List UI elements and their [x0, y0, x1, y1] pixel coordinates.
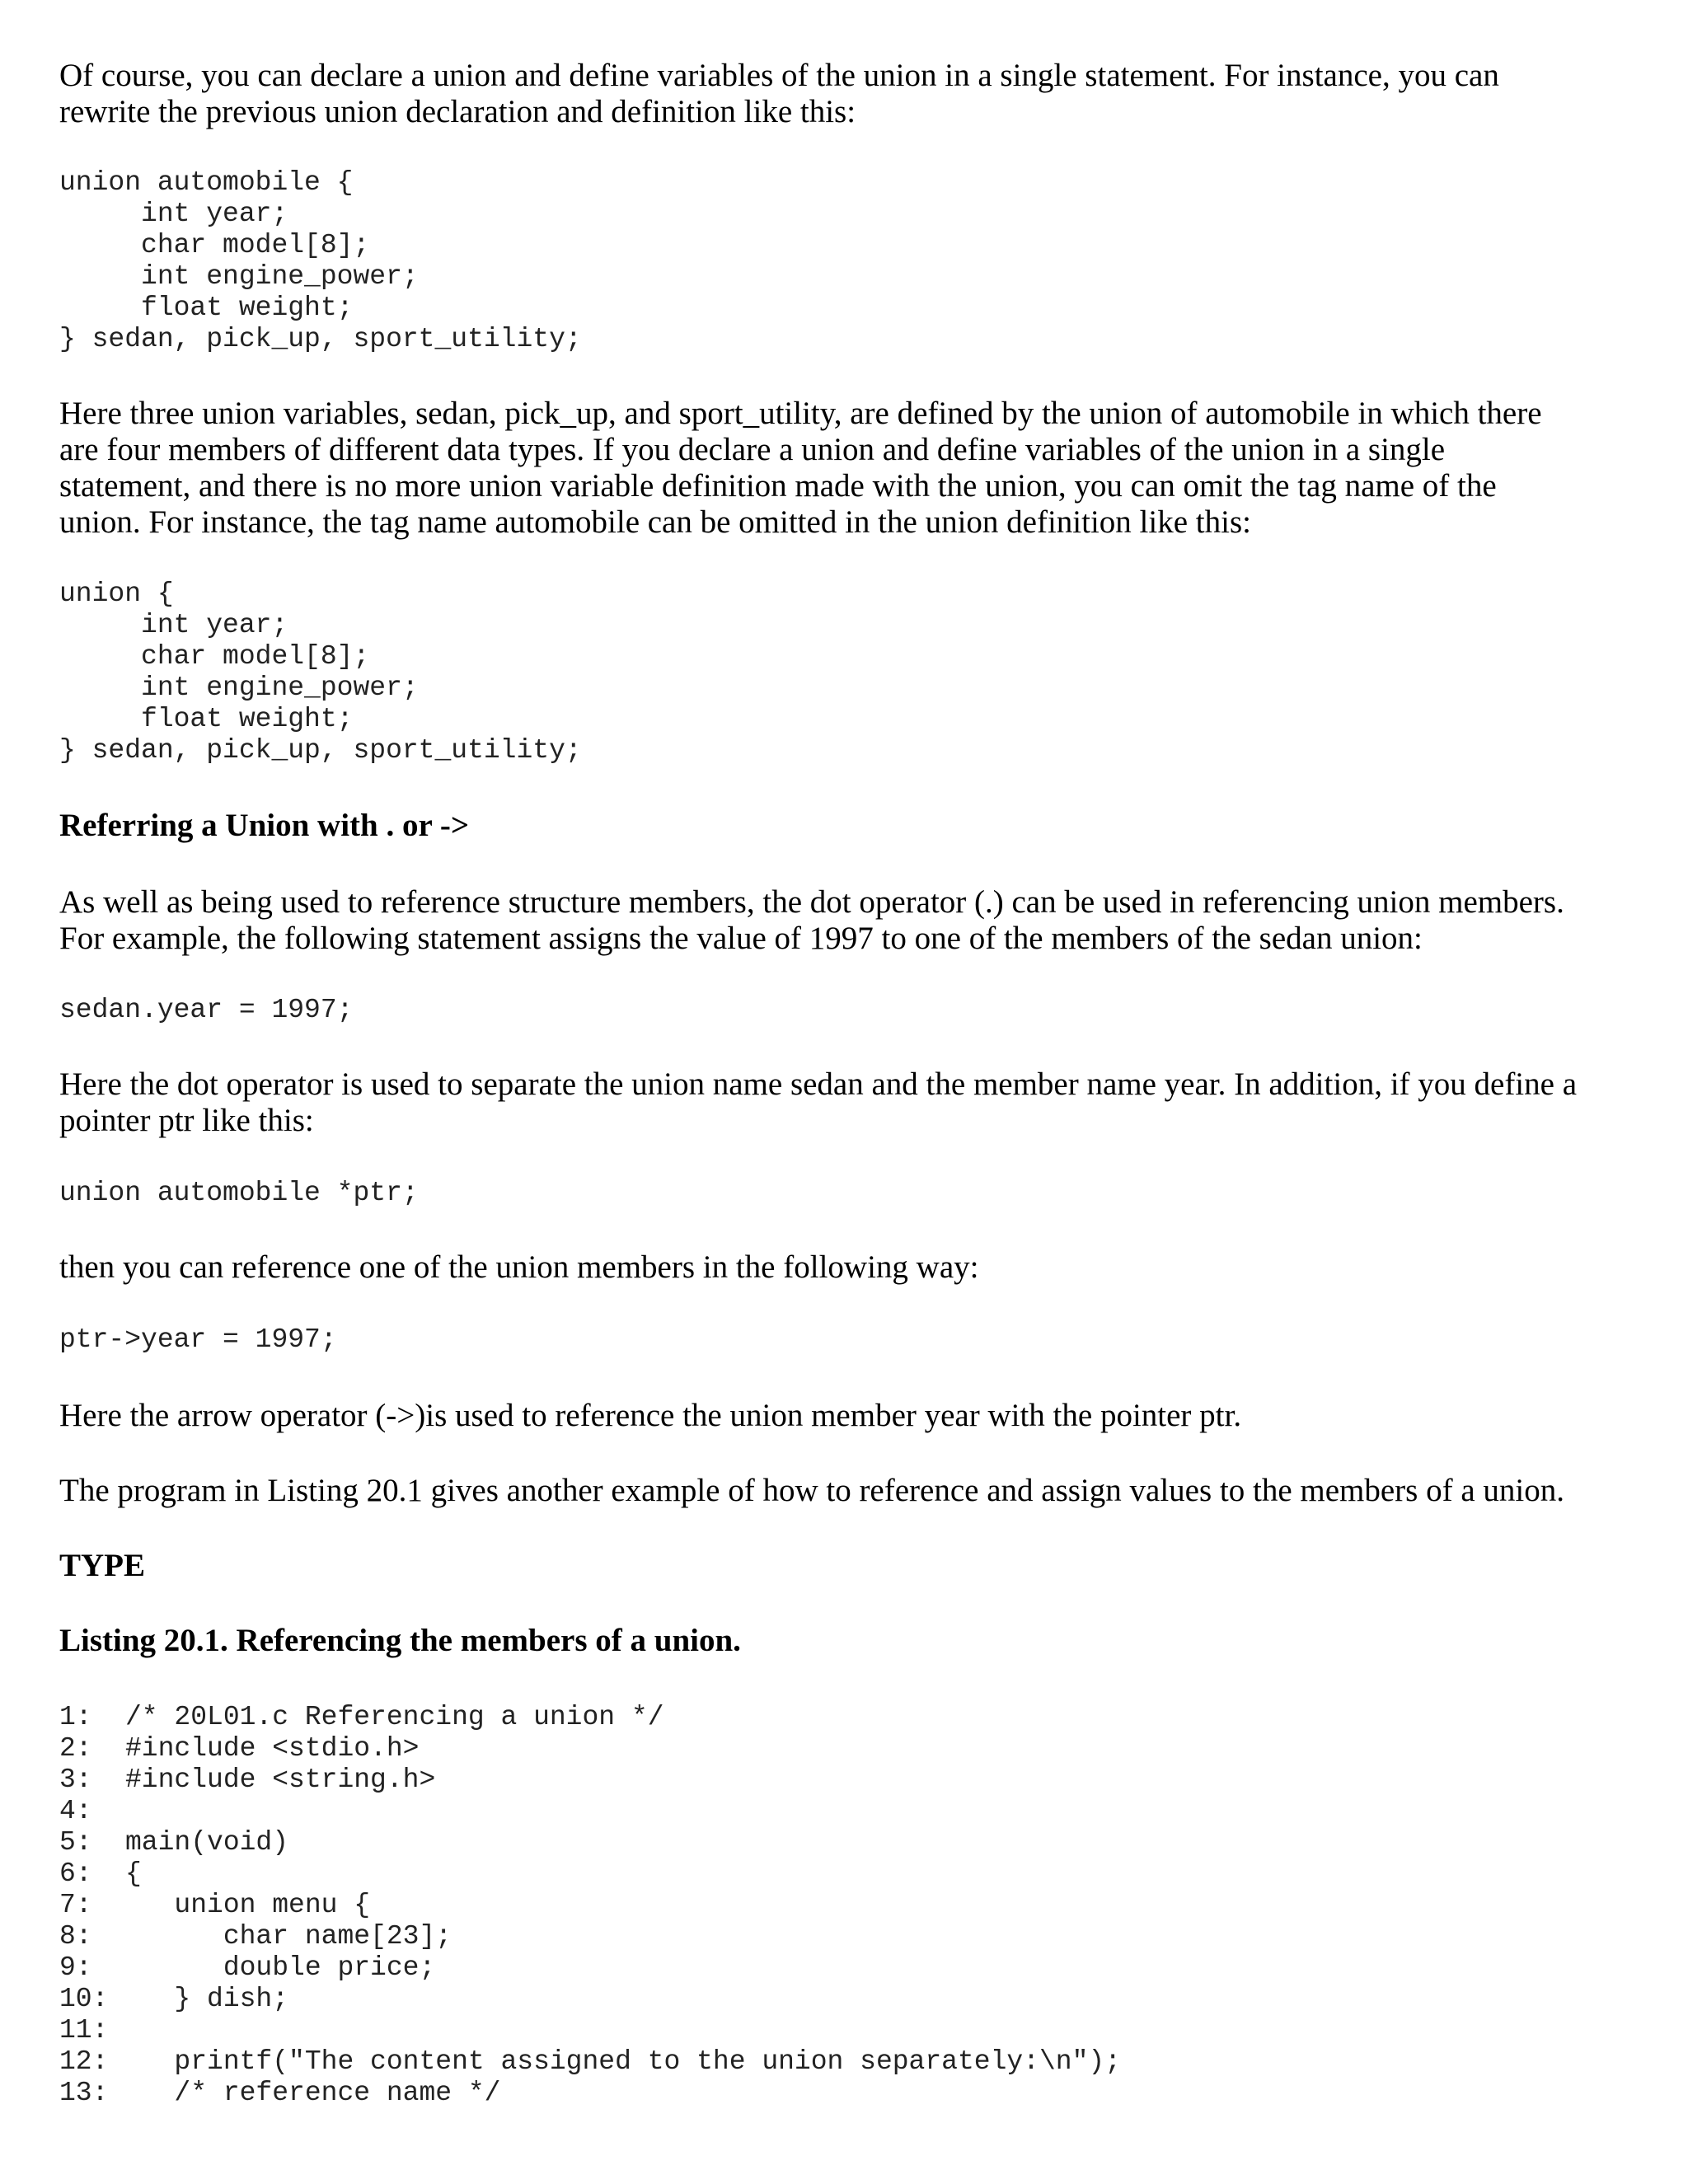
line-number: 10:	[59, 1984, 109, 2014]
paragraph-reference-members: then you can reference one of the union members in the following way:	[59, 1249, 979, 1285]
line-code: {	[125, 1858, 142, 1889]
line-number: 2:	[59, 1733, 92, 1764]
line-number: 7:	[59, 1890, 92, 1920]
paragraph-dot-operator: As well as being used to reference structure members, the dot operator (.) can be used in referencing union members. For example, the following statement assigns the value of 1997 to one of the members of the sedan union:	[59, 884, 1564, 956]
line-number: 9:	[59, 1952, 92, 1983]
listing-line	[59, 1921, 1121, 1952]
line-code: } dish;	[125, 1984, 289, 2014]
listing-line	[59, 1890, 1121, 1921]
section-heading: Referring a Union with . or ->	[59, 808, 470, 843]
listing-line	[59, 2046, 1121, 2078]
line-number: 11:	[59, 2015, 109, 2046]
paragraph-pointer-define: Here the dot operator is used to separate the union name sedan and the member name year. In addition, if you define a pointer ptr like this:	[59, 1066, 1578, 1138]
line-number: 12:	[59, 2046, 109, 2077]
code-sedan-year: sedan.year = 1997;	[59, 995, 354, 1025]
line-code: /* reference name */	[125, 2078, 501, 2108]
code-arrow-assignment: ptr->year = 1997;	[59, 1324, 337, 1355]
line-code: main(void)	[125, 1827, 289, 1858]
line-number: 6:	[59, 1858, 92, 1889]
line-number: 4:	[59, 1796, 92, 1826]
code-pointer-declaration: union automobile *ptr;	[59, 1178, 419, 1208]
listing-line	[59, 1827, 1121, 1858]
listing-line	[59, 1984, 1121, 2015]
listing-line	[59, 1796, 1121, 1827]
paragraph-intro: Of course, you can declare a union and define variables of the union in a single statement. For instance, you can rewrite the previous union declaration and definition like this:	[59, 58, 1499, 129]
listing-line	[59, 1858, 1121, 1890]
listing-line	[59, 1952, 1121, 1984]
listing-line	[59, 1733, 1121, 1765]
line-code: double price;	[125, 1952, 436, 1983]
paragraph-arrow-operator: Here the arrow operator (->)is used to reference the union member year with the pointer ptr.	[59, 1398, 1242, 1433]
line-number: 3:	[59, 1765, 92, 1795]
code-union-automobile: union automobile { int year; char model[8]; int engine_power; float weight; } sedan, pick_up, sport_utility;	[59, 167, 582, 354]
line-code: #include <stdio.h>	[125, 1733, 420, 1764]
line-code: char name[23];	[125, 1921, 452, 1952]
line-number: 1:	[59, 1702, 92, 1732]
line-code: /* 20L01.c Referencing a union */	[125, 1702, 664, 1732]
line-number: 8:	[59, 1921, 92, 1952]
line-number: 13:	[59, 2078, 109, 2108]
listing-line	[59, 1702, 1121, 1733]
code-listing	[59, 1702, 1121, 2109]
type-label: TYPE	[59, 1548, 146, 1583]
listing-line	[59, 2015, 1121, 2046]
paragraph-union-variables: Here three union variables, sedan, pick_up, and sport_utility, are defined by the union of automobile in which there are four members of different data types. If you declare a union and define variables of the union in a single statement, and there is no more union variable definition made with the union, you can omit the tag name of the union. For instance, the tag name automobile can be omitted in the union definition like this:	[59, 396, 1542, 540]
line-code: printf("The content assigned to the union separately:\n");	[125, 2046, 1121, 2077]
listing-line	[59, 1765, 1121, 1796]
line-number: 5:	[59, 1827, 92, 1858]
line-code: union menu {	[125, 1890, 371, 1920]
code-union-anonymous: union { int year; char model[8]; int engine_power; float weight; } sedan, pick_up, sport_utility;	[59, 579, 582, 766]
listing-title: Listing 20.1. Referencing the members of a union.	[59, 1623, 741, 1658]
line-code: #include <string.h>	[125, 1765, 436, 1795]
paragraph-listing-intro: The program in Listing 20.1 gives another example of how to reference and assign values to the members of a union.	[59, 1473, 1564, 1508]
listing-line	[59, 2078, 1121, 2109]
